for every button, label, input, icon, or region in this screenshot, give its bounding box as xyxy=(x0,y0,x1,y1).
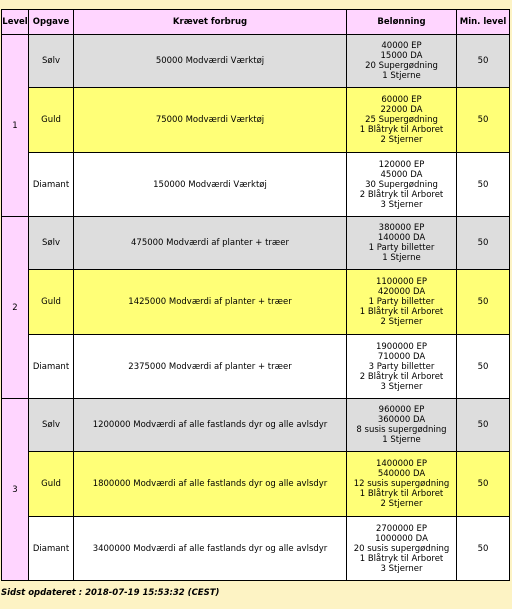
reward-line: 40000 EP xyxy=(381,41,422,51)
reward-line: 1 Blåtryk til Arboret xyxy=(359,307,444,317)
reward-line: 45000 DA xyxy=(380,169,423,180)
reward-line: 960000 EP xyxy=(378,405,425,415)
task-cell: Diamant xyxy=(29,153,74,217)
reward-line: 1900000 EP xyxy=(375,341,428,352)
min-level-cell: 50 xyxy=(457,399,510,452)
header-required: Krævet forbrug xyxy=(74,10,347,35)
required-cell: 50000 Modværdi Værktøj xyxy=(74,35,347,88)
header-reward: Belønning xyxy=(347,10,457,35)
required-cell: 1800000 Modværdi af alle fastlands dyr og alle avlsdyr xyxy=(74,452,347,517)
reward-line: 3 Stjerner xyxy=(380,381,423,392)
min-level-cell: 50 xyxy=(457,452,510,517)
reward-line: 3 Stjerner xyxy=(380,563,423,574)
reward-cell xyxy=(347,88,457,153)
table-row xyxy=(2,399,510,452)
table-row xyxy=(2,35,510,88)
table-row xyxy=(2,270,510,335)
reward-line: 1 Stjerne xyxy=(382,253,421,263)
reward-cell xyxy=(347,452,457,517)
reward-line: 540000 DA xyxy=(377,469,426,479)
level-cell: 1 xyxy=(2,35,29,217)
min-level-cell: 50 xyxy=(457,517,510,581)
reward-line: 360000 DA xyxy=(377,415,426,425)
reward-line: 25 Supergødning xyxy=(365,115,438,125)
reward-line: 60000 EP xyxy=(381,95,422,105)
reward-line: 1 Blåtryk til Arboret xyxy=(359,125,444,135)
min-level-cell: 50 xyxy=(457,153,510,217)
reward-line: 1100000 EP xyxy=(375,277,428,287)
reward-cell xyxy=(347,335,457,399)
min-level-cell: 50 xyxy=(457,217,510,270)
task-cell: Sølv xyxy=(29,399,74,452)
required-cell: 3400000 Modværdi af alle fastlands dyr og alle avlsdyr xyxy=(74,517,347,581)
reward-line: 20 susis supergødning xyxy=(353,543,450,554)
required-cell: 1200000 Modværdi af alle fastlands dyr og alle avlsdyr xyxy=(74,399,347,452)
reward-line: 30 Supergødning xyxy=(365,179,438,190)
reward-line: 1400000 EP xyxy=(375,459,428,469)
reward-line: 1000000 DA xyxy=(375,533,428,544)
reward-line: 8 susis supergødning xyxy=(356,425,447,435)
table-row xyxy=(2,452,510,517)
level-cell: 3 xyxy=(2,399,29,581)
task-cell: Sølv xyxy=(29,35,74,88)
task-cell: Guld xyxy=(29,88,74,153)
task-cell: Guld xyxy=(29,452,74,517)
required-cell: 75000 Modværdi Værktøj xyxy=(74,88,347,153)
reward-line: 1 Stjerne xyxy=(382,435,421,445)
table-row xyxy=(2,217,510,270)
min-level-cell: 50 xyxy=(457,270,510,335)
reward-line: 420000 DA xyxy=(377,287,426,297)
table-row xyxy=(2,88,510,153)
header-min-level: Min. level xyxy=(457,10,510,35)
reward-line: 1 Stjerne xyxy=(382,71,421,81)
required-cell: 475000 Modværdi af planter + træer xyxy=(74,217,347,270)
reward-line: 2700000 EP xyxy=(375,523,428,534)
task-cell: Diamant xyxy=(29,517,74,581)
reward-cell xyxy=(347,35,457,88)
reward-line: 710000 DA xyxy=(377,351,426,362)
task-cell: Sølv xyxy=(29,217,74,270)
reward-line: 2 Stjerner xyxy=(380,317,423,327)
reward-line: 2 Stjerner xyxy=(380,135,423,145)
reward-cell xyxy=(347,153,457,217)
required-cell: 1425000 Modværdi af planter + træer xyxy=(74,270,347,335)
reward-cell xyxy=(347,399,457,452)
reward-line: 2 Stjerner xyxy=(380,499,423,509)
reward-line: 380000 EP xyxy=(378,223,425,233)
reward-line: 1 Blåtryk til Arboret xyxy=(359,489,444,499)
rewards-table xyxy=(1,9,510,581)
reward-line: 1 Blåtryk til Arboret xyxy=(359,553,444,564)
reward-line: 1 Party billetter xyxy=(368,243,435,253)
reward-line: 20 Supergødning xyxy=(365,61,438,71)
reward-cell xyxy=(347,217,457,270)
level-cell: 2 xyxy=(2,217,29,399)
reward-line: 140000 DA xyxy=(377,233,426,243)
reward-line: 12 susis supergødning xyxy=(353,479,450,489)
reward-line: 2 Blåtryk til Arboret xyxy=(359,371,444,382)
reward-line: 2 Blåtryk til Arboret xyxy=(359,189,444,200)
table-row xyxy=(2,153,510,217)
required-cell: 150000 Modværdi Værktøj xyxy=(74,153,347,217)
task-cell: Guld xyxy=(29,270,74,335)
table-row xyxy=(2,335,510,399)
min-level-cell: 50 xyxy=(457,35,510,88)
min-level-cell: 50 xyxy=(457,335,510,399)
reward-line: 22000 DA xyxy=(380,105,423,115)
reward-line: 120000 EP xyxy=(378,159,425,170)
reward-line: 3 Party billetter xyxy=(368,361,435,372)
min-level-cell: 50 xyxy=(457,88,510,153)
table-body xyxy=(2,35,510,581)
reward-cell xyxy=(347,517,457,581)
reward-cell xyxy=(347,270,457,335)
last-updated-footer: Sidst opdateret : 2018-07-19 15:53:32 (CEST) xyxy=(1,588,220,598)
task-cell: Diamant xyxy=(29,335,74,399)
required-cell: 2375000 Modværdi af planter + træer xyxy=(74,335,347,399)
table-row xyxy=(2,517,510,581)
reward-line: 3 Stjerner xyxy=(380,199,423,210)
table-header-row xyxy=(2,10,510,35)
header-task: Opgave xyxy=(29,10,74,35)
header-level: Level xyxy=(2,10,29,35)
reward-line: 15000 DA xyxy=(380,51,423,61)
reward-line: 1 Party billetter xyxy=(368,297,435,307)
